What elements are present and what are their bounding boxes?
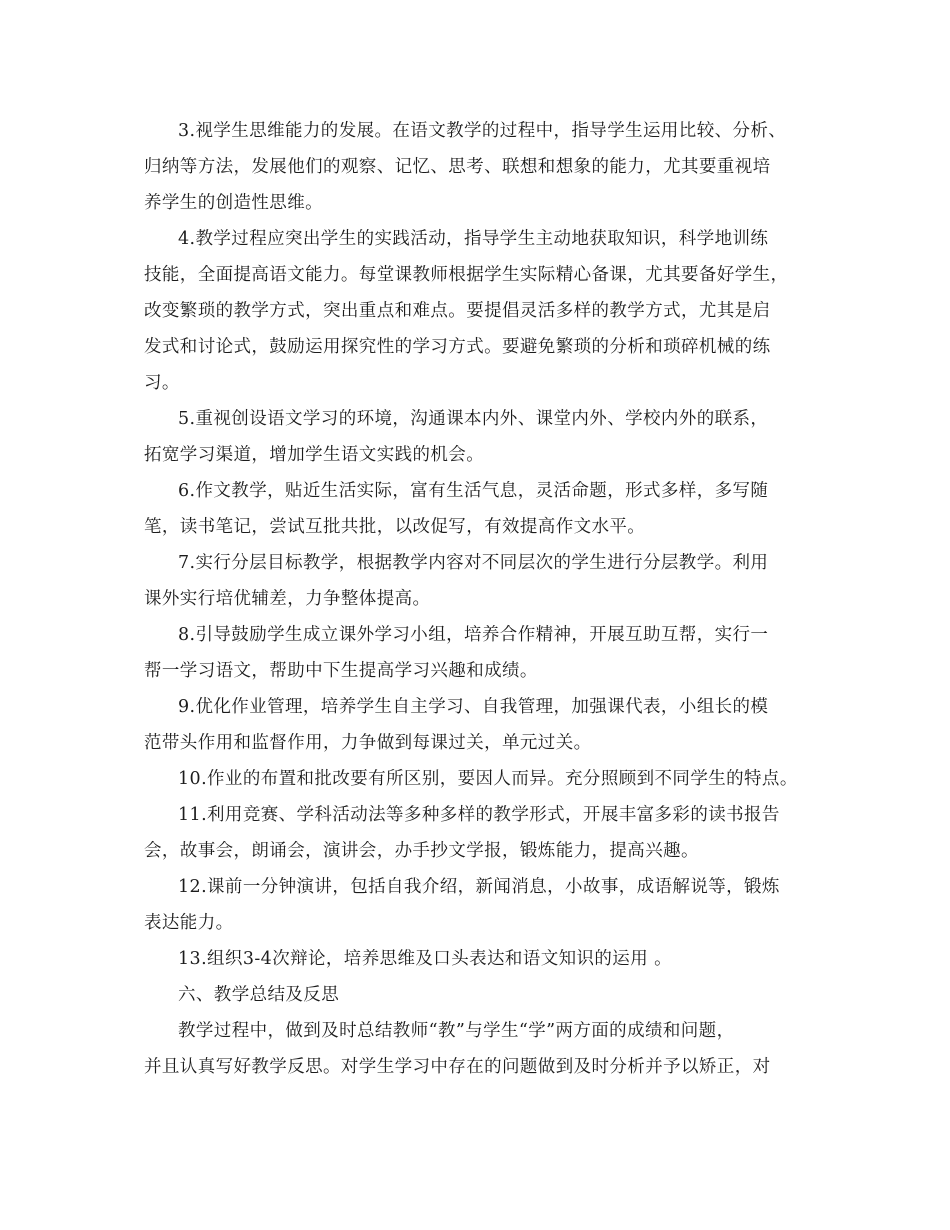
text-line: 养学生的创造性思维。 [144,193,323,213]
text-line: 13.组织3-4次辩论，培养思维及口头表达和语文知识的运用 。 [178,949,672,969]
text-line: 4.教学过程应突出学生的实践活动，指导学生主动地获取知识，科学地训练 [178,229,769,249]
text-line: 归纳等方法，发展他们的观察、记忆、思考、联想和想象的能力，尤其要重视培 [144,157,771,177]
text-line: 拓宽学习渠道，增加学生语文实践的机会。 [144,445,485,465]
text-line: 课外实行培优辅差，力争整体提高。 [144,589,431,609]
text-line: 改变繁琐的教学方式，突出重点和难点。要提倡灵活多样的教学方式，尤其是启 [144,301,771,321]
text-line: 并且认真写好教学反思。对学生学习中存在的问题做到及时分析并予以矫正，对 [144,1057,771,1077]
text-line: 7.实行分层目标教学，根据教学内容对不同层次的学生进行分层教学。利用 [178,553,769,573]
text-line: 帮一学习语文，帮助中下生提高学习兴趣和成绩。 [144,661,538,681]
text-line: 表达能力。 [144,913,234,933]
text-line: 9.优化作业管理，培养学生自主学习、自我管理，加强课代表，小组长的模 [178,697,769,717]
text-line: 5.重视创设语文学习的环境，沟通课本内外、课堂内外、学校内外的联系， [178,409,769,429]
text-line: 3.视学生思维能力的发展。在语文教学的过程中，指导学生运用比较、分析、 [178,121,787,141]
text-line: 技能，全面提高语文能力。每堂课教师根据学生实际精心备课，尤其要备好学生， [144,265,789,285]
text-line: 笔，读书笔记，尝试互批共批，以改促写，有效提高作文水平。 [144,517,646,537]
text-line: 12.课前一分钟演讲，包括自我介绍，新闻消息，小故事，成语解说等，锻炼 [178,877,780,897]
text-line: 11.利用竞赛、学科活动法等多种多样的教学形式，开展丰富多彩的读书报告 [178,805,780,825]
text-line: 10.作业的布置和批改要有所区别，要因人而异。充分照顾到不同学生的特点。 [178,769,798,789]
text-line: 习。 [144,373,180,393]
text-line: 发式和讨论式，鼓励运用探究性的学习方式。要避免繁琐的分析和琐碎机械的练 [144,337,771,357]
text-line: 6.作文教学，贴近生活实际，富有生活气息，灵活命题，形式多样，多写随 [178,481,769,501]
text-line: 8.引导鼓励学生成立课外学习小组，培养合作精神，开展互助互帮，实行一 [178,625,769,645]
text-line: 范带头作用和监督作用，力争做到每课过关，单元过关。 [144,733,592,753]
text-line: 会，故事会，朗诵会，演讲会，办手抄文学报，锻炼能力，提高兴趣。 [144,841,699,861]
section-heading: 六、教学总结及反思 [178,985,340,1005]
text-line: 教学过程中，做到及时总结教师“教”与学生“学”两方面的成绩和问题， [178,1021,735,1041]
